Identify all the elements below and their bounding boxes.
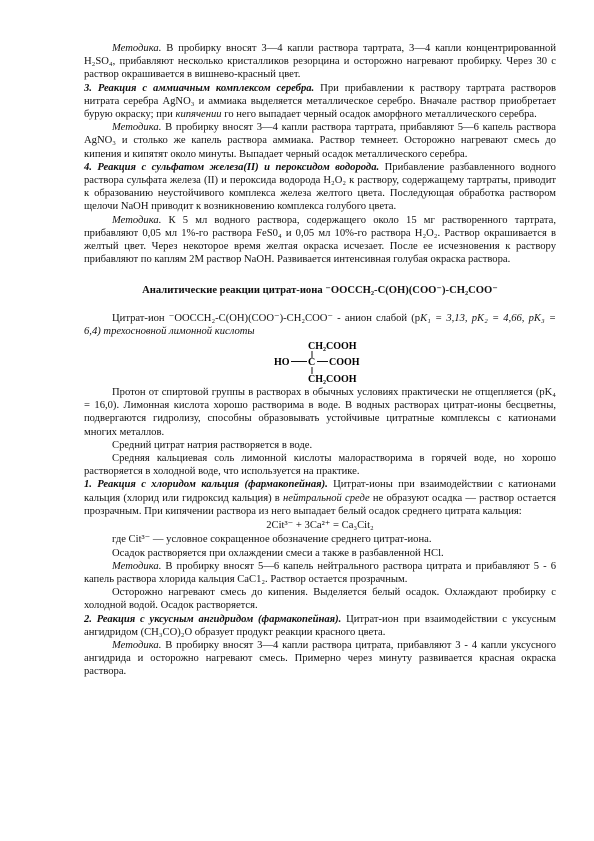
structure-hydroxyl: HO [274,357,290,369]
method-label: Методика. [112,560,162,572]
structure-central-carbon: C [308,357,316,369]
method-label: Методика. [112,639,162,651]
paragraph-text: К 5 мл водного раствора, содержащего около 15 мг растворенного тартрата, прибавляют 0,05 мл 1%-го раствора FeS0₄ и 0,05 мл 10%-го раствора H₂O₂. Раствор окрашивается в желтый цвет. Через некоторое время желтая окраска исчезает. После ее исчезновения к раствору прибавляют по каплям 2М раствор NaOH. Развивается интенсивная голубая окраска раствора. [84,214,556,266]
paragraph-calcium-method [84,560,556,586]
section-title: 1. Реакция с хлоридом кальция (фармакопейная). [84,479,328,491]
structure-top-group: CH₂COOH [308,341,357,353]
paragraph-text: Цитрат-ионы при взаимодействии с катионами кальция (хлорид или гидроксид кальция) в [84,479,556,504]
method-label: Методика. [112,43,162,54]
paragraph-silver-ammonia-reaction [84,82,556,122]
method-label: Методика. [112,214,162,226]
document-page [84,42,556,679]
pk2-value: K₂ = 4,66, p [477,312,534,324]
paragraph-text: В пробирку вносят 3—4 капли раствора тартрата, 3—4 капли концентрированной H₂SO₄, прибавляют несколько кристалликов резорцина и осторожно нагревают пробирку. Через 30 с раствор окрашивается в вишнево-красный цвет. [84,43,557,81]
paragraph-calcium-citrate: Средняя кальциевая соль лимонной кислоты малорастворима в горячей воде, но хорошо растворяется в холодной воде, что используется на практике. [84,453,556,478]
citric-acid-structure [84,340,556,384]
paragraph-text: Прибавление разбавленного водного раствора сульфата железа (II) и пероксида водорода H₂O₂ к раствору, содержащему тартраты, приводит к образованию неустойчивого комплекса железа желтого цвета. Последующая обработка раствором щелочи NaOH приводит к возникновению комплекса голубого цвета. [84,161,556,213]
paragraph-text: При прибавлении к раствору тартрата растворов нитрата серебра AgNO₃ и аммиака выделяется металлическое серебро. Вначале раствор приобретает бурую окраску; при [84,82,556,121]
paragraph-anhydride-method [84,639,556,679]
section-title: 4. Реакция с сульфатом железа(II) и пероксидом водорода. [84,161,380,173]
paragraph-heating-step: Осторожно нагревают смесь до кипения. Выделяется белый осадок. Охлаждают пробирку с холодной водой. Осадок растворяется. [84,587,556,612]
paragraph-calcium-chloride-reaction [84,478,556,518]
emphasis-text: кипячении [175,109,222,121]
paragraph-silver-method [84,121,556,161]
method-label: Методика. [112,122,162,134]
paragraph-text: В пробирку вносят 3—4 капли раствора цитрата, прибавляют 3 - 4 капли уксусного ангидрида и осторожно нагревают смесь. Примерно через минуту развивается красная окраска раствора. [84,639,556,678]
structure-bottom-group: CH₂COOH [308,374,357,385]
pk1-value: K₁ = 3,13, p [420,312,478,324]
paragraph-text: Цитрат-ион ⁻OOCCH₂-C(OH)(COO⁻)-CH₂COO⁻ - анион слабой (p [112,312,421,324]
paragraph-text: В пробирку вносят 5—6 капель нейтрального раствора цитрата и прибавляют 5 - 6 капель раствора хлорида кальция CaC1₂. Раствор остается прозрачным. [84,560,556,585]
calcium-citrate-equation: 2Cit³⁻ + 3Ca²⁺ = Ca₃Cit₂ [266,520,374,532]
paragraph-iron-peroxide-reaction [84,161,556,214]
paragraph-text: Цитрат-ион при взаимодействии с уксусным ангидридом (CH₃CO)₂O образует продукт реакции красного цвета. [84,613,556,638]
paragraph-iron-method [84,214,556,267]
paragraph-citrate-properties: Протон от спиртовой группы в растворах в обычных условиях практически не отщепляется (pK₄ = 16,0). Лимонная кислота хорошо растворима в воде. В водных растворах цитрат-ионы бесцветны, подвергаются гидролизу, способны образовывать устойчивые цитратные комплексы с катионами многих металлов. [84,387,556,438]
emphasis-text: нейтральной среде [283,492,370,504]
section-title: 2. Реакция с уксусным ангидридом (фармакопейная). [84,613,342,625]
paragraph-sodium-citrate: Средний цитрат натрия растворяется в воде. [112,439,313,451]
section-title: 3. Реакция с аммиачным комплексом серебра. [84,82,315,94]
paragraph-text: В пробирку вносят 3—4 капли раствора тартрата, прибавляют 5—6 капель раствора AgNO₃ и столько же капель раствора аммиака. Раствор темнеет. Осторожно нагревают смесь до кипения и кипятят около минуты. Выпадает черный осадок металлического серебра. [84,122,556,160]
paragraph-text: не образуют осадка — раствор остается прозрачным. При кипячении раствора из него выпадает белый осадок среднего цитрата кальция: [84,492,556,517]
paragraph-tartrate-resorcinol-method [84,42,556,82]
citrate-section-heading: Аналитические реакции цитрат-иона ⁻OOCCH₂-C(OH)(COO⁻)-CH₂COO⁻ [142,285,498,297]
paragraph-acetic-anhydride-reaction [84,613,556,639]
pk3-value: K₃ = 6,4) трехосновной лимонной кислоты [84,312,556,337]
structure-carboxyl: COOH [329,357,360,369]
paragraph-text: го него выпадает черный осадок аморфного металлического серебра. [224,109,537,121]
paragraph-cit-definition: где Cit³⁻ — условное сокращенное обозначение среднего цитрат-иона. [112,534,432,546]
paragraph-precipitate-dissolves: Осадок растворяется при охлаждении смеси а также в разбавленной HCl. [112,547,444,559]
paragraph-citrate-intro [84,312,556,338]
